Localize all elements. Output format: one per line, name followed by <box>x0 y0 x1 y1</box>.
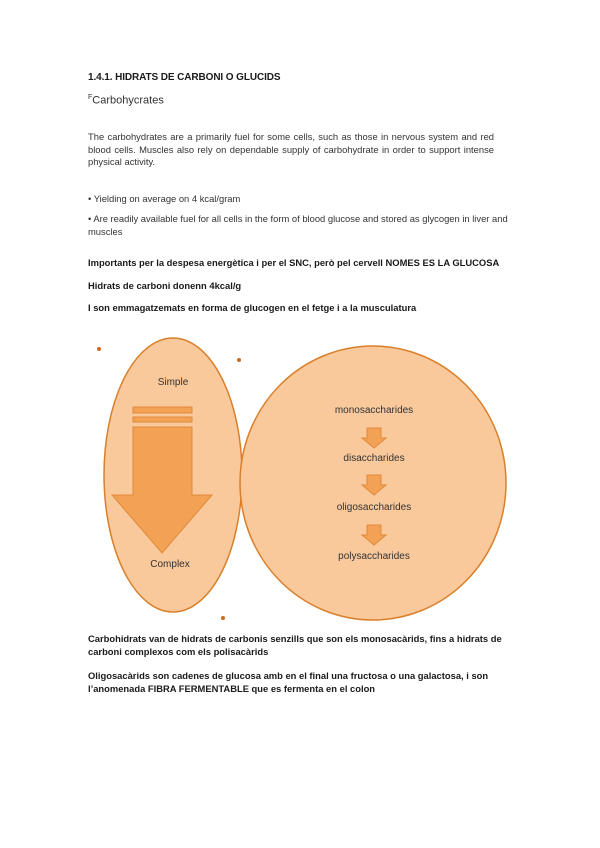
dot-top-left <box>97 347 101 351</box>
dot-bottom <box>221 616 225 620</box>
step-polysaccharides: polysaccharides <box>338 551 410 562</box>
section-heading: 1.4.1. HIDRATS DE CARBONI O GLUCIDS <box>88 72 281 83</box>
bottom-note-2: Oligosacàrids son cadenes de glucosa amb en el final una fructosa o una galactosa, i son l’anomenada FIBRA FERMENTABLE que es fermenta en el colon <box>88 670 489 694</box>
step-oligosaccharides: oligosaccharides <box>336 502 412 513</box>
dot-top-right <box>237 358 241 362</box>
note-line-3: I son emmagatzemats en forma de glucogen en el fetge i a la musculatura <box>88 302 417 313</box>
complex-label: Complex <box>150 559 190 570</box>
english-bullet-1: • Yielding on average on 4 kcal/gram <box>88 193 241 204</box>
simple-label: Simple <box>157 377 189 388</box>
arrow-stripe-2 <box>133 417 192 422</box>
arrow-stripe-1 <box>133 407 192 413</box>
note-line-2: Hidrats de carboni donenn 4kcal/g <box>88 280 242 291</box>
carbohydrate-diagram <box>80 335 520 625</box>
bottom-note-1: Carbohidrats van de hidrats de carbonis senzills que son els monosacàrids, fins a hidrats de carboni complexos com els polisacàrids <box>88 633 502 657</box>
note-line-1: Importants per la despesa energètica i per el SNC, però pel cervell NOMES ES LA GLUCOSA <box>88 257 500 268</box>
title-marker: F <box>88 94 93 101</box>
english-bullet-2: • Are readily available fuel for all cells in the form of blood glucose and stored as glycogen in liver and muscles <box>88 213 508 237</box>
english-title-text: Carbohycrates <box>92 94 164 107</box>
step-monosaccharides: monosaccharides <box>334 405 414 416</box>
step-disaccharides: disaccharides <box>343 453 405 464</box>
english-title <box>88 94 164 107</box>
english-paragraph: The carbohydrates are a primarily fuel for some cells, such as those in nervous system and red blood cells. Muscles also rely on dependable supply of carbohydrate in order to support intense physical activity. <box>88 131 494 167</box>
